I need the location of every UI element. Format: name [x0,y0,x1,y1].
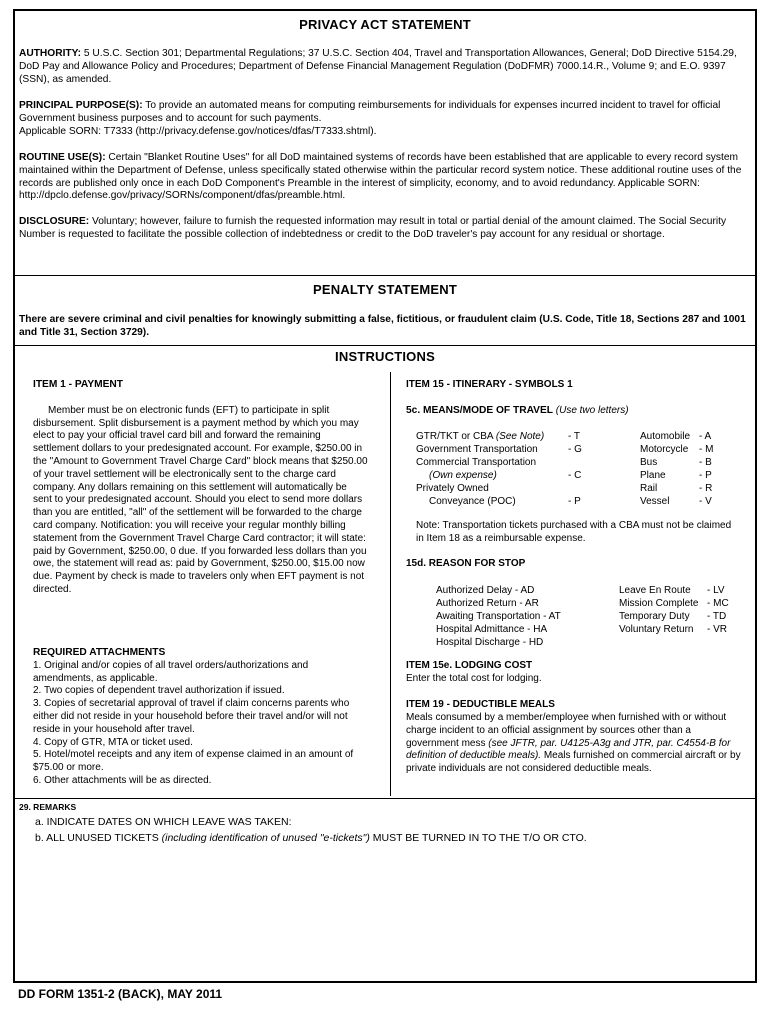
authority-label: AUTHORITY: [19,48,82,59]
reason-code: - TD [707,611,727,622]
attachments-heading: REQUIRED ATTACHMENTS [33,647,166,658]
mode-code: - V [699,496,712,507]
means-label: Conveyance (POC) [429,496,516,507]
remarks-section [15,799,755,981]
lodging-text: Enter the total cost for lodging. [406,673,542,684]
authority-paragraph [19,48,754,86]
reason-code: - VR [707,624,727,635]
means-code: - C [568,470,582,481]
attachment-item: 6. Other attachments will be as directed. [33,774,212,786]
item1-block [33,379,368,597]
meals-heading: ITEM 19 - DEDUCTIBLE MEALS [406,699,555,710]
reason-label: Mission Complete [619,598,699,609]
penalty-text: There are severe criminal and civil penalties for knowingly submitting a false, fictitious, or fraudulent claim (U.S. Code, Title 18, Sections 287 and 1001 and Title 31, Section 3729). [19,314,746,338]
reason-item: Awaiting Transportation - AT [436,611,561,622]
mode-label: Vessel [640,496,670,507]
meals-reference: (see JFTR, par. U4125-A3g and JTR, par. C4554-B for definition of deductible meals). [406,737,731,762]
reason-item: Authorized Return - AR [436,598,539,609]
mode-label: Automobile [640,431,691,442]
item1-heading: ITEM 1 - PAYMENT [33,379,123,390]
purpose-sorn: Applicable SORN: T7333 (http://privacy.defense.gov/notices/dfas/T7333.shtml). [19,125,377,137]
attachment-item: 3. Copies of secretarial approval of travel if claim concerns parents who either did not reside in your household before their travel and/or will not reside in your household after travel. [33,698,350,735]
form-footer: DD FORM 1351-2 (BACK), MAY 2011 [18,987,223,1001]
means-label-note: (See Note) [495,431,545,442]
authority-text: 5 U.S.C. Section 301; Departmental Regulations; 37 U.S.C. Section 404, Travel and Transportation Allowances, General; DoD Directive 5154.29, DoD Pay and Allowance Policy and Procedures; Department of Defense Financial Management Regulation (DoDFMR) 7000.14.R., Volume 9; and E.O. 9397 (SSN), as amended. [19,48,737,85]
instructions-title: INSTRUCTIONS [335,349,435,364]
mode-code: - A [699,431,712,442]
mode-code: - R [699,483,713,494]
means-label: Privately Owned [416,483,489,494]
reason-label: Temporary Duty [619,611,690,622]
routine-use-text: Certain "Blanket Routine Uses" for all DoD maintained systems of records have been established that are applicable to every record system maintained within the Department of Defense, unless specifically stated otherwise within the particular record system notice. These additional routine uses of the records are published only once in each DoD Component's Preamble in the interest of simplicity, economy, and to avoid redundancy. Applicable SORN: http://dpclo.defense.gov/privacy/SORNs/component/dfas/preamble.html. [19,152,742,202]
disclosure-paragraph [19,216,754,242]
attachment-item: 4. Copy of GTR, MTA or ticket used. [33,736,193,748]
purpose-paragraph [19,100,754,138]
attachments-block [33,647,368,788]
means-heading-line [406,405,629,418]
means-code: - G [568,444,582,455]
means-item [416,431,544,444]
attachment-item: 1. Original and/or copies of all travel orders/authorizations and amendments, as applicable. [33,659,309,684]
form-page [13,9,757,983]
remarks-b-note: (including identification of unused "e-tickets") [161,832,370,844]
purpose-text: To provide an automated means for computing reimbursements for individuals for expenses incurred incident to travel for official Government business purposes and to account for such payments. [19,100,721,124]
reason-heading: 15d. REASON FOR STOP [406,558,526,569]
attachment-item: 2. Two copies of dependent travel authorization if issued. [33,685,285,697]
meals-text-part1: Meals consumed by a member/employee when furnished with or without charge incident to an official assignment by sources other than a government mess [406,712,727,749]
reason-code: - MC [707,598,729,609]
reason-item: Hospital Discharge - HD [436,637,544,648]
reason-label: Leave En Route [619,585,691,596]
means-code: - P [568,496,581,507]
means-label: GTR/TKT or CBA [416,431,496,442]
lodging-heading: ITEM 15e. LODGING COST [406,660,533,671]
remarks-line-a: a. INDICATE DATES ON WHICH LEAVE WAS TAKEN: [35,816,292,828]
remarks-b-text: b. ALL UNUSED TICKETS [35,832,162,844]
disclosure-text: Voluntary; however, failure to furnish the requested information may result in total or partial denial of the amount claimed. The Social Security Number is requested to facilitate the possible collection of indebtedness or credit to the DoD traveler's pay account for any residual or shortage. [19,216,727,240]
reason-code: - LV [707,585,725,596]
means-note: (Use two letters) [555,405,629,416]
means-label: Government Transportation [416,444,538,455]
meals-text-part2: Meals furnished on commercial aircraft or by private individuals are not considered deductible meals. [406,750,741,775]
mode-label: Bus [640,457,658,468]
reason-item: Hospital Admittance - HA [436,624,548,635]
disclosure-label: DISCLOSURE: [19,216,90,227]
meals-text [406,712,746,776]
means-heading: 5c. MEANS/MODE OF TRAVEL [406,405,553,416]
routine-use-label: ROUTINE USE(S): [19,152,106,163]
mode-code: - B [699,457,712,468]
item1-text: Member must be on electronic funds (EFT) to participate in split disbursement. Split disbursement is a payment method by which you may elect to pay your official travel card bill and forward the remaining settlement dollars to your predesignated account. For example, $250.00 in the "Amount to Government Travel Charge Card" block means that $250.00 of your travel settlement will be electronically sent to the charge card company. Any dollars remaining on this settlement will automatically be sent to your predesignated account. Should you elect to send more dollars than you are entitled, "all" of the settlement will be forwarded to the charge card company. Notification: you will receive your regular monthly billing statement from the Government Travel Charge Card contractor; it will state: paid by Government, $250.00, 0 due. If you forwarded less dollars than you owe, the statement will read as: paid by Government, $250.00, $15.00 now due. Payment by check is made to travelers only when EFT payment is not directed. [33,404,368,595]
attachment-item: 5. Hotel/motel receipts and any item of expense claimed in an amount of $75.00 or more. [33,749,354,774]
column-divider [390,372,391,796]
means-label: Commercial Transportation [416,457,537,468]
remarks-line-b [35,832,587,844]
instructions-section [15,346,755,799]
mode-code: - M [699,444,714,455]
privacy-act-section [15,11,755,276]
remarks-b-text-end: MUST BE TURNED IN TO THE T/O OR CTO. [369,832,587,844]
means-code: - T [568,431,581,442]
penalty-section [15,276,755,346]
mode-label: Plane [640,470,666,481]
means-label-note: (Own expense) [429,470,497,481]
mode-label: Motorcycle [640,444,689,455]
penalty-title: PENALTY STATEMENT [313,282,457,297]
remarks-label: 29. REMARKS [19,802,77,812]
mode-code: - P [699,470,712,481]
routine-use-paragraph [19,152,754,203]
item15-heading: ITEM 15 - ITINERARY - SYMBOLS 1 [406,379,573,390]
reason-label: Voluntary Return [619,624,694,635]
purpose-label: PRINCIPAL PURPOSE(S): [19,100,143,111]
privacy-act-title: PRIVACY ACT STATEMENT [299,17,471,32]
mode-label: Rail [640,483,658,494]
transport-note: Note: Transportation tickets purchased with a CBA must not be claimed in Item 18 as a reimbursable expense. [416,520,732,544]
reason-item: Authorized Delay - AD [436,585,535,596]
